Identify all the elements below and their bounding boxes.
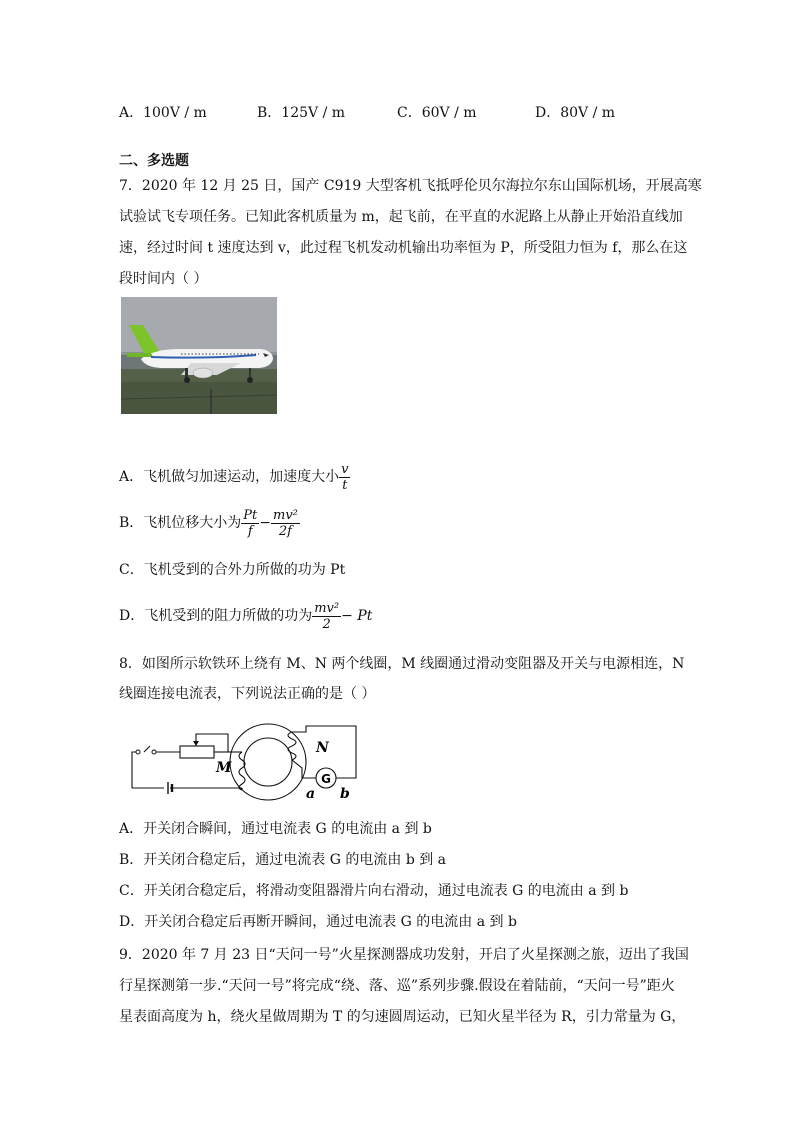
minus-sign: − — [259, 515, 272, 531]
q9-line-1: 9．2020 年 7 月 23 日“天问一号”火星探测器成功发射，开启了火星探测之旅，迈出了我国 — [119, 947, 689, 963]
fraction-denominator: f — [241, 523, 259, 539]
q9-line-3: 星表面高度为 h，绕火星做周期为 T 的匀速圆周运动，已知火星半径为 R，引力常量为 G， — [119, 1009, 686, 1025]
q7-option-b-text: B．飞机位移大小为 — [119, 515, 242, 531]
fraction-numerator: mv² — [273, 507, 298, 523]
q7-option-a-fraction — [339, 462, 350, 493]
q7-option-a — [119, 459, 350, 495]
q8-line-2: 线圈连接电流表，下列说法正确的是（ ） — [119, 686, 376, 702]
q7-option-d-fraction — [312, 601, 341, 632]
fraction-numerator: v — [341, 461, 349, 477]
q7-option-d-tail: − Pt — [341, 608, 373, 624]
q9-line-2: 行星探测第一步.“天问一号”将完成“绕、落、巡”系列步骤.假设在着陆前，“天问一号”距火 — [119, 978, 675, 994]
q7-option-b — [119, 505, 300, 541]
q8-option-d: D．开关闭合稳定后再断开瞬间，通过电流表 G 的电流由 a 到 b — [119, 914, 517, 930]
q8-option-b: B．开关闭合稳定后，通过电流表 G 的电流由 b 到 a — [119, 852, 447, 868]
q7-line-2: 试验试飞专项任务。已知此客机质量为 m，起飞前，在平直的水泥路上从静止开始沿直线加 — [119, 209, 683, 225]
q7-line-4: 段时间内（ ） — [119, 271, 208, 287]
q7-option-c: C．飞机受到的合外力所做的功为 Pt — [119, 562, 346, 578]
q6-option-a: A．100V / m — [119, 105, 207, 121]
terminal-b-label: b — [340, 786, 350, 802]
q7-option-b-fraction-1 — [241, 508, 259, 539]
q6-option-b: B．125V / m — [257, 105, 346, 121]
q6-option-c: C．60V / m — [397, 105, 477, 121]
circuit-diagram — [126, 722, 362, 802]
q7-option-b-fraction-2 — [271, 508, 300, 539]
q8-line-1: 8．如图所示软铁环上绕有 M、N 两个线圈，M 线圈通过滑动变阻器及开关与电源相连，N — [119, 656, 685, 672]
coil-n-label: N — [316, 740, 329, 756]
aircraft-photo — [121, 297, 277, 414]
fraction-denominator: 2 — [312, 616, 341, 632]
q8-option-a: A．开关闭合瞬间，通过电流表 G 的电流由 a 到 b — [119, 821, 432, 837]
q7-option-d-text: D．飞机受到的阻力所做的功为 — [119, 608, 313, 624]
q7-line-3: 速，经过时间 t 速度达到 v，此过程飞机发动机输出功率恒为 P，所受阻力恒为 f，那么在这 — [119, 240, 688, 256]
q7-option-a-text: A．飞机做匀加速运动，加速度大小 — [119, 469, 340, 485]
section-title: 二、多选题 — [119, 153, 189, 169]
q7-line-1: 7．2020 年 12 月 25 日，国产 C919 大型客机飞抵呼伦贝尔海拉尔东山国际机场，开展高寒 — [119, 178, 702, 194]
fraction-numerator: Pt — [243, 507, 258, 523]
q8-option-c: C．开关闭合稳定后，将滑动变阻器滑片向右滑动，通过电流表 G 的电流由 a 到 b — [119, 883, 629, 899]
galvanometer-label: G — [321, 772, 331, 786]
coil-m-label: M — [216, 760, 232, 776]
q7-option-d — [119, 598, 372, 634]
fraction-denominator: t — [339, 477, 350, 493]
fraction-numerator: mv² — [314, 600, 340, 616]
fraction-denominator: 2f — [271, 523, 300, 539]
terminal-a-label: a — [306, 786, 316, 802]
q6-option-d: D．80V / m — [535, 105, 616, 121]
